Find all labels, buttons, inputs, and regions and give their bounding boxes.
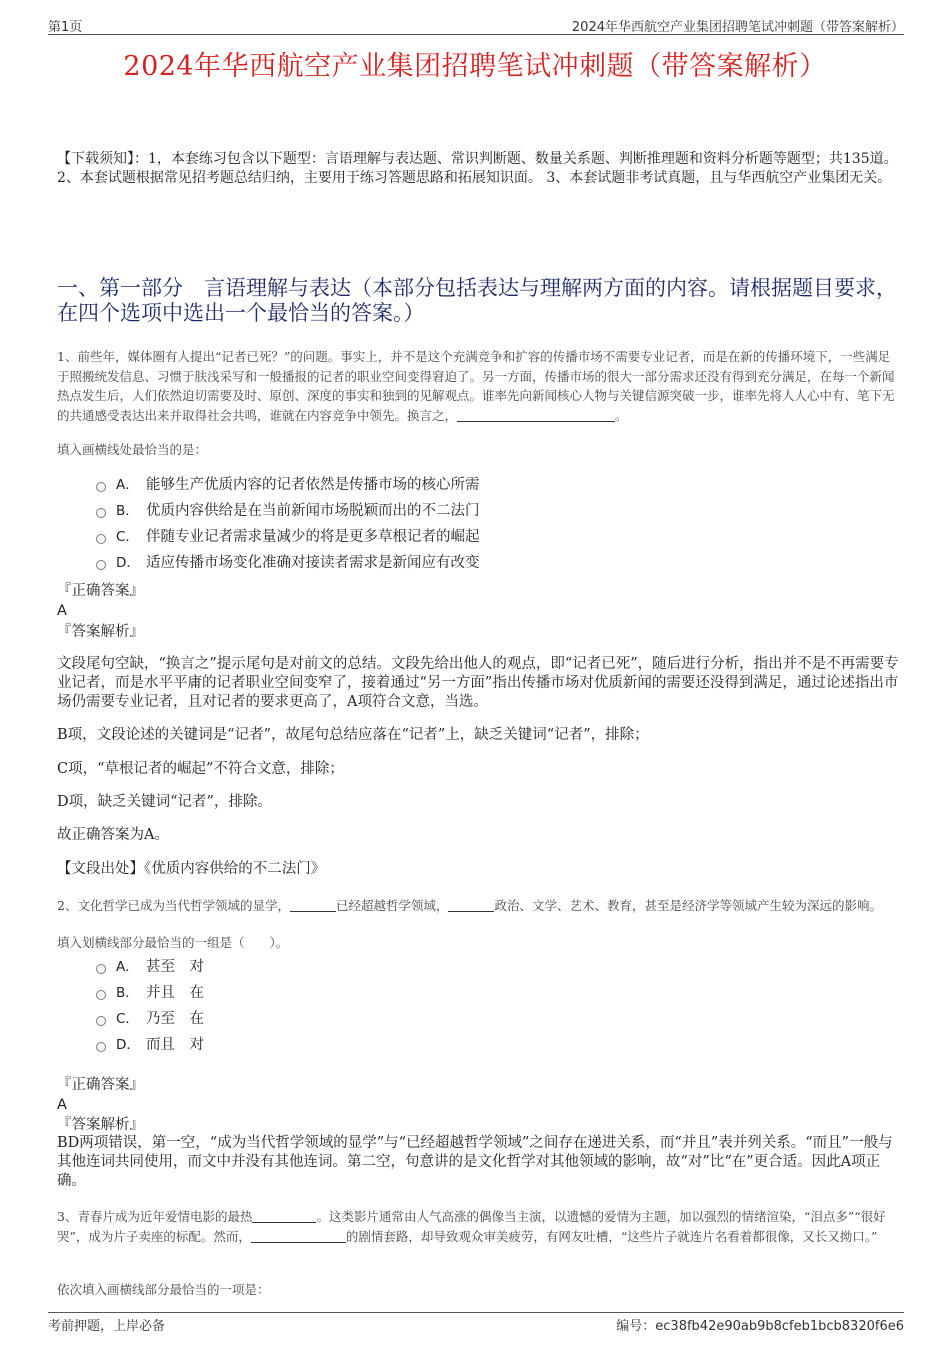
q2-stem-part1: 2、文化哲学已成为当代哲学领域的显学， bbox=[57, 898, 290, 913]
option-letter: C． bbox=[116, 529, 139, 545]
q3-prompt: 依次填入画横线部分最恰当的一项是： bbox=[57, 1282, 270, 1297]
q1-option-b[interactable] bbox=[96, 500, 896, 526]
q2-stem bbox=[57, 896, 900, 916]
q1-stem bbox=[57, 347, 900, 425]
header-doc-title: 2024年华西航空产业集团招聘笔试冲刺题（带答案解析） bbox=[571, 20, 904, 35]
q1-prompt: 填入画横线处最恰当的是： bbox=[57, 442, 208, 457]
option-letter: D． bbox=[116, 1037, 140, 1053]
q2-blank-2 bbox=[448, 897, 494, 912]
q1-option-d[interactable] bbox=[96, 552, 896, 578]
option-text: 优质内容供给是在当前新闻市场脱颖而出的不二法门 bbox=[146, 503, 480, 519]
q1-options bbox=[96, 474, 896, 578]
radio-icon[interactable] bbox=[96, 560, 106, 570]
radio-icon[interactable] bbox=[96, 482, 106, 492]
q1-answer-label: 『正确答案』 bbox=[57, 583, 144, 599]
page-title: 2024年华西航空产业集团招聘笔试冲刺题（带答案解析） bbox=[123, 51, 827, 82]
q2-stem-part3: 政治、文学、艺术、教育，甚至是经济学等领域产生较为深远的影响。 bbox=[494, 898, 882, 913]
q1-source: 【文段出处】《优质内容供给的不二法门》 bbox=[57, 861, 326, 877]
page-footer bbox=[48, 1312, 904, 1333]
q3-blank-2 bbox=[251, 1228, 346, 1243]
q1-option-a[interactable] bbox=[96, 474, 896, 500]
q1-analysis-label: 『答案解析』 bbox=[57, 624, 144, 640]
radio-icon[interactable] bbox=[96, 990, 106, 1000]
footer-slogan: 考前押题，上岸必备 bbox=[48, 1319, 166, 1334]
q3-stem-part1: 3、青春片成为近年爱情电影的最热 bbox=[57, 1209, 253, 1224]
q1-analysis-c: C项，“草根记者的崛起”不符合文意，排除； bbox=[57, 761, 344, 777]
option-letter: D． bbox=[116, 555, 140, 571]
option-text: 乃至 在 bbox=[146, 1011, 204, 1027]
q1-option-c[interactable] bbox=[96, 526, 896, 552]
option-text: 伴随专业记者需求量减少的将是更多草根记者的崛起 bbox=[146, 529, 480, 545]
q2-option-a[interactable] bbox=[96, 956, 896, 982]
q1-analysis-b: B项，文段论述的关键词是“记者”，故尾句总结应落在“记者”上，缺乏关键词“记者”，排除； bbox=[57, 727, 649, 743]
option-letter: B． bbox=[116, 985, 139, 1001]
q1-conclusion: 故正确答案为A。 bbox=[57, 827, 169, 843]
q3-stem-part2: 。这类影片通常由人气高涨的偶像当主演，以遗憾的爱情为主题，加以强烈的情绪渲染，“泪点多”“很好哭”，成为片子卖座的标配。然而， bbox=[57, 1209, 886, 1244]
footer-code-value: ec38fb42e90ab9b8cfeb1bcb8320f6e6 bbox=[655, 1319, 904, 1334]
q1-analysis-d: D项，缺乏关键词“记者”，排除。 bbox=[57, 794, 272, 810]
q2-stem-part2: 已经超越哲学领域， bbox=[335, 898, 449, 913]
radio-icon[interactable] bbox=[96, 1016, 106, 1026]
q2-option-d[interactable] bbox=[96, 1034, 896, 1060]
footer-code-label: 编号： bbox=[616, 1319, 656, 1334]
option-text: 而且 对 bbox=[146, 1037, 204, 1053]
q2-option-b[interactable] bbox=[96, 982, 896, 1008]
option-text: 适应传播市场变化准确对接读者需求是新闻应有改变 bbox=[146, 555, 480, 571]
page-header bbox=[48, 14, 904, 35]
option-text: 甚至 对 bbox=[146, 959, 204, 975]
q1-answer: A bbox=[57, 603, 67, 619]
radio-icon[interactable] bbox=[96, 1042, 106, 1052]
q1-stem-text: 1、前些年，媒体圈有人提出“记者已死？”的问题。事实上，并不是这个充满竞争和扩容的传播市场不需要专业记者，而是在新的传播环境下，一些满足于照搬统发信息、习惯于肤浅采写和一般播报的记者的职业空间变得窘迫了。另一方面，传播市场的很大一部分需求还没有得到充分满足，在每一个新闻热点发生后，人们依然迫切需要及时、原创、深度的事实和独到的见解观点。谁率先向新闻核心人物与关键信源突破一步，谁率先将人人心中有、笔下无的共通感受表达出来并取得社会共鸣，谁就在内容竞争中领先。换言之， bbox=[57, 349, 895, 423]
radio-icon[interactable] bbox=[96, 534, 106, 544]
footer-code bbox=[616, 1315, 904, 1334]
page-number: 第1页 bbox=[48, 20, 83, 35]
radio-icon[interactable] bbox=[96, 508, 106, 518]
option-text: 并且 在 bbox=[146, 985, 204, 1001]
q2-answer: A bbox=[57, 1097, 67, 1113]
q3-blank-1 bbox=[252, 1208, 316, 1223]
q3-stem-part3: 的剧情套路，却导致观众审美疲劳，有网友吐槽，“这些片子就连片名看着都很像，又长又拗口。” bbox=[345, 1228, 878, 1244]
q2-options bbox=[96, 956, 896, 1060]
q2-analysis: BD两项错误，第一空，“成为当代哲学领域的显学”与“已经超越哲学领域”之间存在递进关系，而“并且”表并列关系。“而且”一般与其他连词共同使用，而文中并没有其他连词。第二空，句意讲的是文化哲学对其他领域的影响，故“对”比“在”更合适。因此A项正确。 bbox=[57, 1135, 893, 1189]
download-notice: 【下载须知】：1，本套练习包含以下题型：言语理解与表达题、常识判断题、数量关系题、判断推理题和资料分析题等题型；共135道。 2、本套试题根据常见招考题总结归纳，主要用于练习答题思路和拓展知识面。 3、本套试题非考试真题，且与华西航空产业集团无关。 bbox=[57, 151, 898, 186]
option-letter: A． bbox=[116, 959, 139, 975]
q1-stem-end: 。 bbox=[615, 407, 628, 423]
option-letter: B． bbox=[116, 503, 139, 519]
q1-analysis-main: 文段尾句空缺，“换言之”提示尾句是对前文的总结。文段先给出他人的观点，即“记者已死”，随后进行分析，指出并不是不再需要专业记者，而是水平平庸的记者职业空间变窄了，接着通过“另一方面”指出传播市场对优质新闻的需要还没得到满足，通过论述指出市场仍需要专业记者，且对记者的要求更高了，A项符合文意，当选。 bbox=[57, 656, 899, 710]
q2-answer-label: 『正确答案』 bbox=[57, 1077, 144, 1093]
section-heading: 一、第一部分 言语理解与表达（本部分包括表达与理解两方面的内容。请根据题目要求，在四个选项中选出一个最恰当的答案。） bbox=[57, 276, 897, 325]
q2-blank-1 bbox=[290, 897, 336, 912]
radio-icon[interactable] bbox=[96, 964, 106, 974]
q2-analysis-label: 『答案解析』 bbox=[57, 1117, 144, 1133]
q2-prompt: 填入划横线部分最恰当的一组是（ ）。 bbox=[57, 935, 289, 950]
option-text: 能够生产优质内容的记者依然是传播市场的核心所需 bbox=[146, 477, 480, 493]
q3-stem bbox=[57, 1207, 900, 1246]
option-letter: C． bbox=[116, 1011, 139, 1027]
option-letter: A． bbox=[116, 477, 139, 493]
q2-option-c[interactable] bbox=[96, 1008, 896, 1034]
q1-blank bbox=[457, 407, 615, 422]
